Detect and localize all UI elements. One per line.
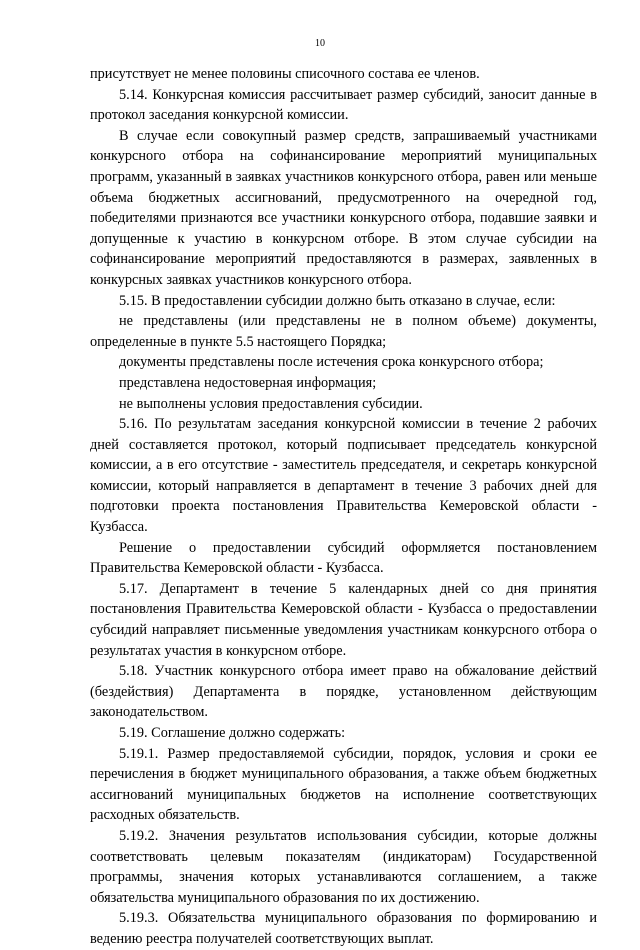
paragraph-5-14: 5.14. Конкурсная комиссия рассчитывает размер субсидий, заносит данные в протокол заседания конкурсной комиссии.	[90, 86, 597, 124]
paragraph-5-14-condition: В случае если совокупный размер средств, запрашиваемый участниками конкурсного отбора на софинансирование мероприятий муниципальных программ, указанный в заявках участников конкурсного отбора, равен или меньше объема бюджетных ассигнований, предусмотренного на очередной год, победителями признаются все участники конкурсного отбора, подавшие заявки и допущенные к участию в конкурсном отборе. В этом случае субсидии на софинансирование мероприятий предоставляются в размерах, заявленных в конкурсных заявках участников конкурсного отбора.	[90, 127, 597, 288]
paragraph-5-18: 5.18. Участник конкурсного отбора имеет право на обжалование действий (бездействия) Департамента в порядке, установленном действующим законодательством.	[90, 663, 597, 721]
paragraph-5-16-decision: Решение о предоставлении субсидий оформляется постановлением Правительства Кемеровской области - Кузбасса.	[90, 539, 597, 577]
paragraph-5-19: 5.19. Соглашение должно содержать:	[119, 725, 346, 741]
paragraph-5-15-item: не представлены (или представлены не в полном объеме) документы, определенные в пункте 5.5 настоящего Порядка;	[90, 313, 597, 350]
paragraph-5-15-item: не выполнены условия предоставления субсидии.	[119, 395, 423, 412]
page-number: 10	[315, 38, 325, 49]
paragraph-5-19-3: 5.19.3. Обязательства муниципального образования по формированию и ведению реестра получателей соответствующих выплат.	[90, 910, 597, 947]
paragraph-5-17: 5.17. Департамент в течение 5 календарных дней со дня принятия постановления Правительства Кемеровской области - Кузбасса о предоставлении субсидий направляет письменные уведомления участникам конкурсного отбора о результатах участия в конкурсном отборе.	[90, 580, 597, 659]
paragraph-5-15-item: документы представлены после истечения срока конкурсного отбора;	[119, 354, 544, 371]
paragraph-5-15: 5.15. В предоставлении субсидии должно быть отказано в случае, если:	[119, 292, 556, 309]
paragraph-continuation: присутствует не менее половины списочного состава ее членов.	[90, 66, 480, 82]
paragraph-5-19-1: 5.19.1. Размер предоставляемой субсидии, порядок, условия и сроки ее перечисления в бюджет муниципального образования, а также объем бюджетных ассигнований муниципальных бюджетов на исполнение соответствующих расходных обязательств.	[90, 745, 597, 824]
document-body	[90, 64, 597, 950]
paragraph-5-16: 5.16. По результатам заседания конкурсной комиссии в течение 2 рабочих дней составляется протокол, который подписывает председатель конкурсной комиссии, а в его отсутствие - заместитель председателя, и секретарь конкурсной комиссии, который направляется в департамент в течение 3 рабочих дней для подготовки проекта постановления Правительства Кемеровской области - Кузбасса.	[90, 416, 597, 536]
paragraph-5-19-2: 5.19.2. Значения результатов использования субсидии, которые должны соответствовать целевым показателям (индикаторам) Государственной программы, значения которых устанавливаются соглашением, а также обязательства муниципального образования по их достижению.	[90, 827, 597, 906]
paragraph-5-15-item: представлена недостоверная информация;	[119, 374, 377, 391]
